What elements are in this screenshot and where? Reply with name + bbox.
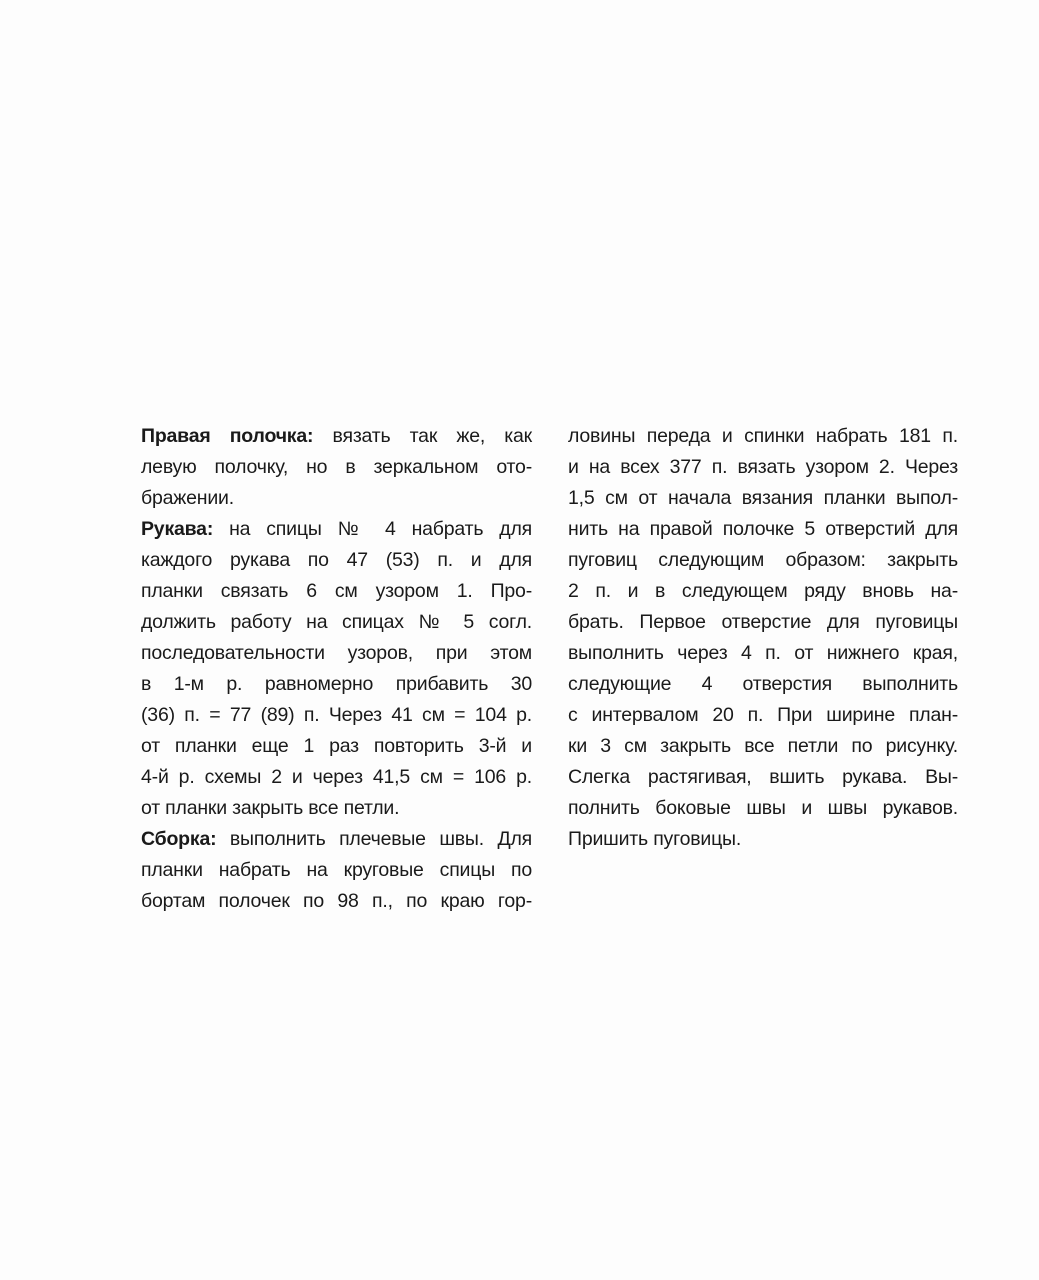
text-line: Пришить пуговицы. (568, 828, 742, 850)
text-line: каждого рукава по 47 (53) п. и для (141, 549, 532, 571)
text-line: полнить боковые швы и швы рукавов. (568, 797, 958, 819)
text-line: последовательности узоров, при этом (141, 642, 532, 664)
text-line: ловины переда и спинки набрать 181 п. (568, 425, 958, 447)
text-line: бражении. (141, 487, 234, 509)
text-line: от планки еще 1 раз повторить 3-й и (141, 735, 532, 757)
text-line: от планки закрыть все петли. (141, 797, 400, 819)
text-line: нить на правой полочке 5 отверстий для (568, 518, 958, 540)
text-line: 1,5 см от начала вязания планки выпол- (568, 487, 958, 509)
right-text-column (568, 421, 958, 855)
text-line: Рукава: на спицы № 4 набрать для (141, 518, 532, 540)
text-line: и на всех 377 п. вязать узором 2. Через (568, 456, 958, 478)
text-line: выполнить через 4 п. от нижнего края, (568, 642, 958, 664)
text-line: Правая полочка: вязать так же, как (141, 425, 532, 447)
section-heading-sleeves: Рукава: (141, 518, 214, 540)
text-line: в 1-м р. равномерно прибавить 30 (141, 673, 532, 695)
text-line: (36) п. = 77 (89) п. Через 41 см = 104 р. (141, 704, 532, 726)
section-heading-right-front: Правая полочка: (141, 425, 314, 447)
text-line: Сборка: выполнить плечевые швы. Для (141, 828, 532, 850)
text-line: планки связать 6 см узором 1. Про- (141, 580, 532, 602)
text-line: брать. Первое отверстие для пуговицы (568, 611, 958, 633)
text-line: 4-й р. схемы 2 и через 41,5 см = 106 р. (141, 766, 532, 788)
text-line: пуговиц следующим образом: закрыть (568, 549, 958, 571)
text-line: с интервалом 20 п. При ширине план- (568, 704, 958, 726)
text-line: следующие 4 отверстия выполнить (568, 673, 958, 695)
text-line: ки 3 см закрыть все петли по рисунку. (568, 735, 958, 757)
left-text-column (141, 421, 532, 917)
text-line: Слегка растягивая, вшить рукава. Вы- (568, 766, 958, 788)
text-line: должить работу на спицах № 5 согл. (141, 611, 532, 633)
text-line: планки набрать на круговые спицы по (141, 859, 532, 881)
text-line: бортам полочек по 98 п., по краю гор- (141, 890, 532, 912)
section-heading-assembly: Сборка: (141, 828, 217, 850)
text-line: левую полочку, но в зеркальном ото- (141, 456, 532, 478)
text-line: 2 п. и в следующем ряду вновь на- (568, 580, 958, 602)
